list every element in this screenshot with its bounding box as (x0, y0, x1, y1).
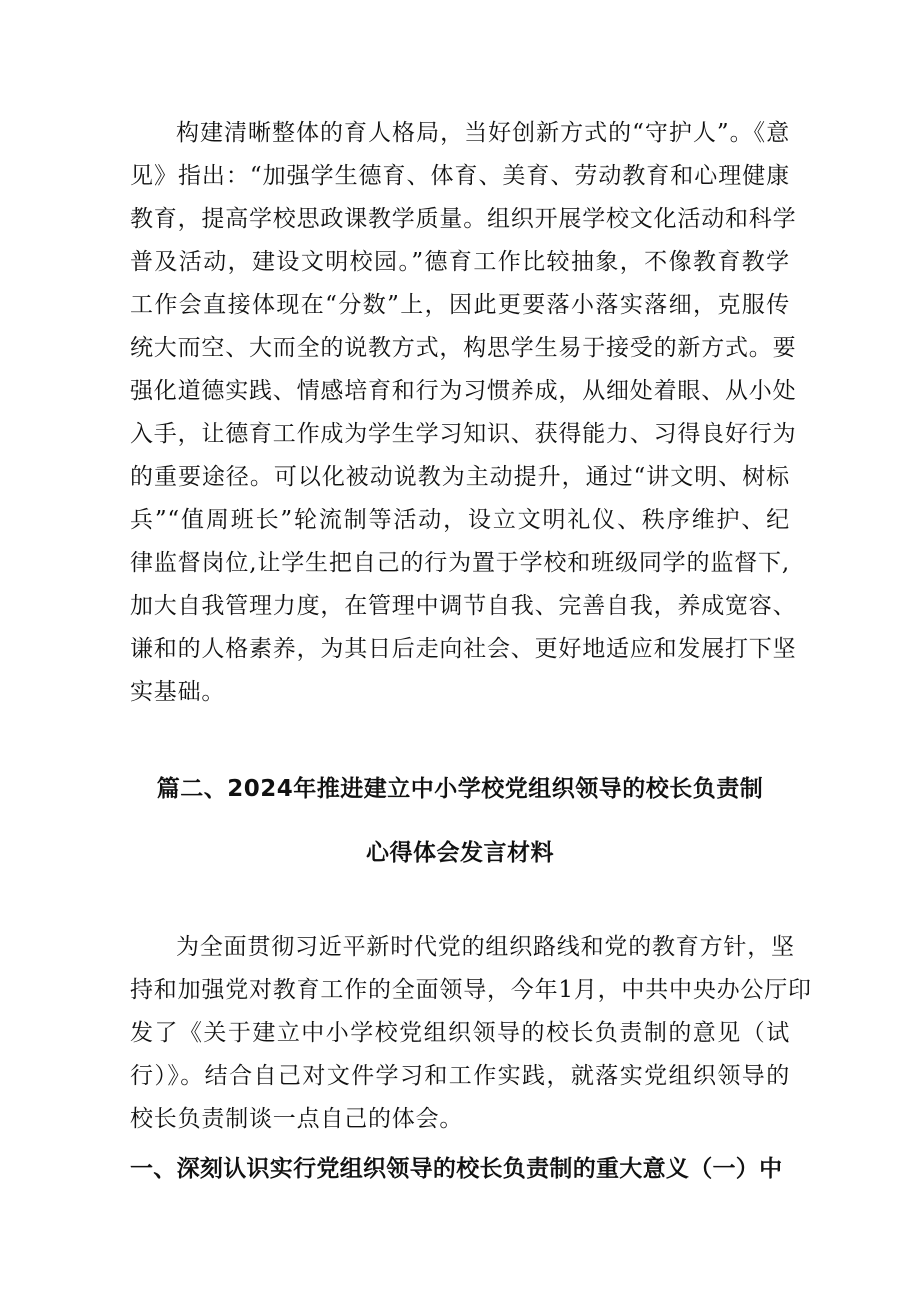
paragraph-line: 律监督岗位,让学生把自己的行为置于学校和班级同学的监督下, (130, 550, 790, 576)
paragraph-line: 发了《关于建立中小学校党组织领导的校长负责制的意见（试 (130, 1020, 790, 1046)
paragraph-line: 持和加强党对教育工作的全面领导，今年1月，中共中央办公厅印 (130, 977, 812, 1003)
paragraph-line: 工作会直接体现在“分数”上，因此更要落小落实落细，克服传 (130, 292, 790, 318)
paragraph-line: 强化道德实践、情感培育和行为习惯养成，从细处着眼、从小处 (130, 378, 797, 404)
paragraph-1 (130, 112, 797, 714)
paragraph-line: 见》指出：“加强学生德育、体育、美育、劳动教育和心理健康 (130, 163, 790, 189)
paragraph-line: 加大自我管理力度，在管理中调节自我、完善自我，养成宽容、 (130, 593, 797, 619)
paragraph-line: 为全面贯彻习近平新时代党的组织路线和党的教育方针，坚 (176, 934, 795, 960)
paragraph-line: 普及活动，建设文明校园。”德育工作比较抽象，不像教育教学 (130, 249, 790, 275)
paragraph-line: 统大而空、大而全的说教方式，构思学生易于接受的新方式。要 (130, 335, 797, 361)
paragraph-line: 谦和的人格素养，为其日后走向社会、更好地适应和发展打下坚 (130, 636, 797, 662)
section-heading: 一、深刻认识实行党组织领导的校长负责制的重大意义（一）中 (130, 1156, 783, 1182)
paragraph-2 (130, 926, 812, 1141)
document-title-line-1: 篇二、2024年推进建立中小学校党组织领导的校长负责制 (156, 776, 764, 802)
paragraph-line: 兵”“值周班长”轮流制等活动，设立文明礼仪、秩序维护、纪 (130, 507, 790, 533)
paragraph-line: 构建清晰整体的育人格局，当好创新方式的“守护人”。《意 (176, 120, 790, 146)
paragraph-line: 的重要途径。可以化被动说教为主动提升，通过“讲文明、树标 (130, 464, 790, 490)
paragraph-line: 校长负责制谈一点自己的体会。 (130, 1106, 464, 1132)
paragraph-line: 入手，让德育工作成为学生学习知识、获得能力、习得良好行为 (130, 421, 797, 447)
paragraph-line: 行）》。结合自己对文件学习和工作实践，就落实党组织领导的 (130, 1063, 790, 1089)
paragraph-line: 教育，提高学校思政课教学质量。组织开展学校文化活动和科学 (130, 206, 797, 232)
document-title-line-2: 心得体会发言材料 (366, 840, 554, 866)
paragraph-line: 实基础。 (130, 679, 226, 705)
